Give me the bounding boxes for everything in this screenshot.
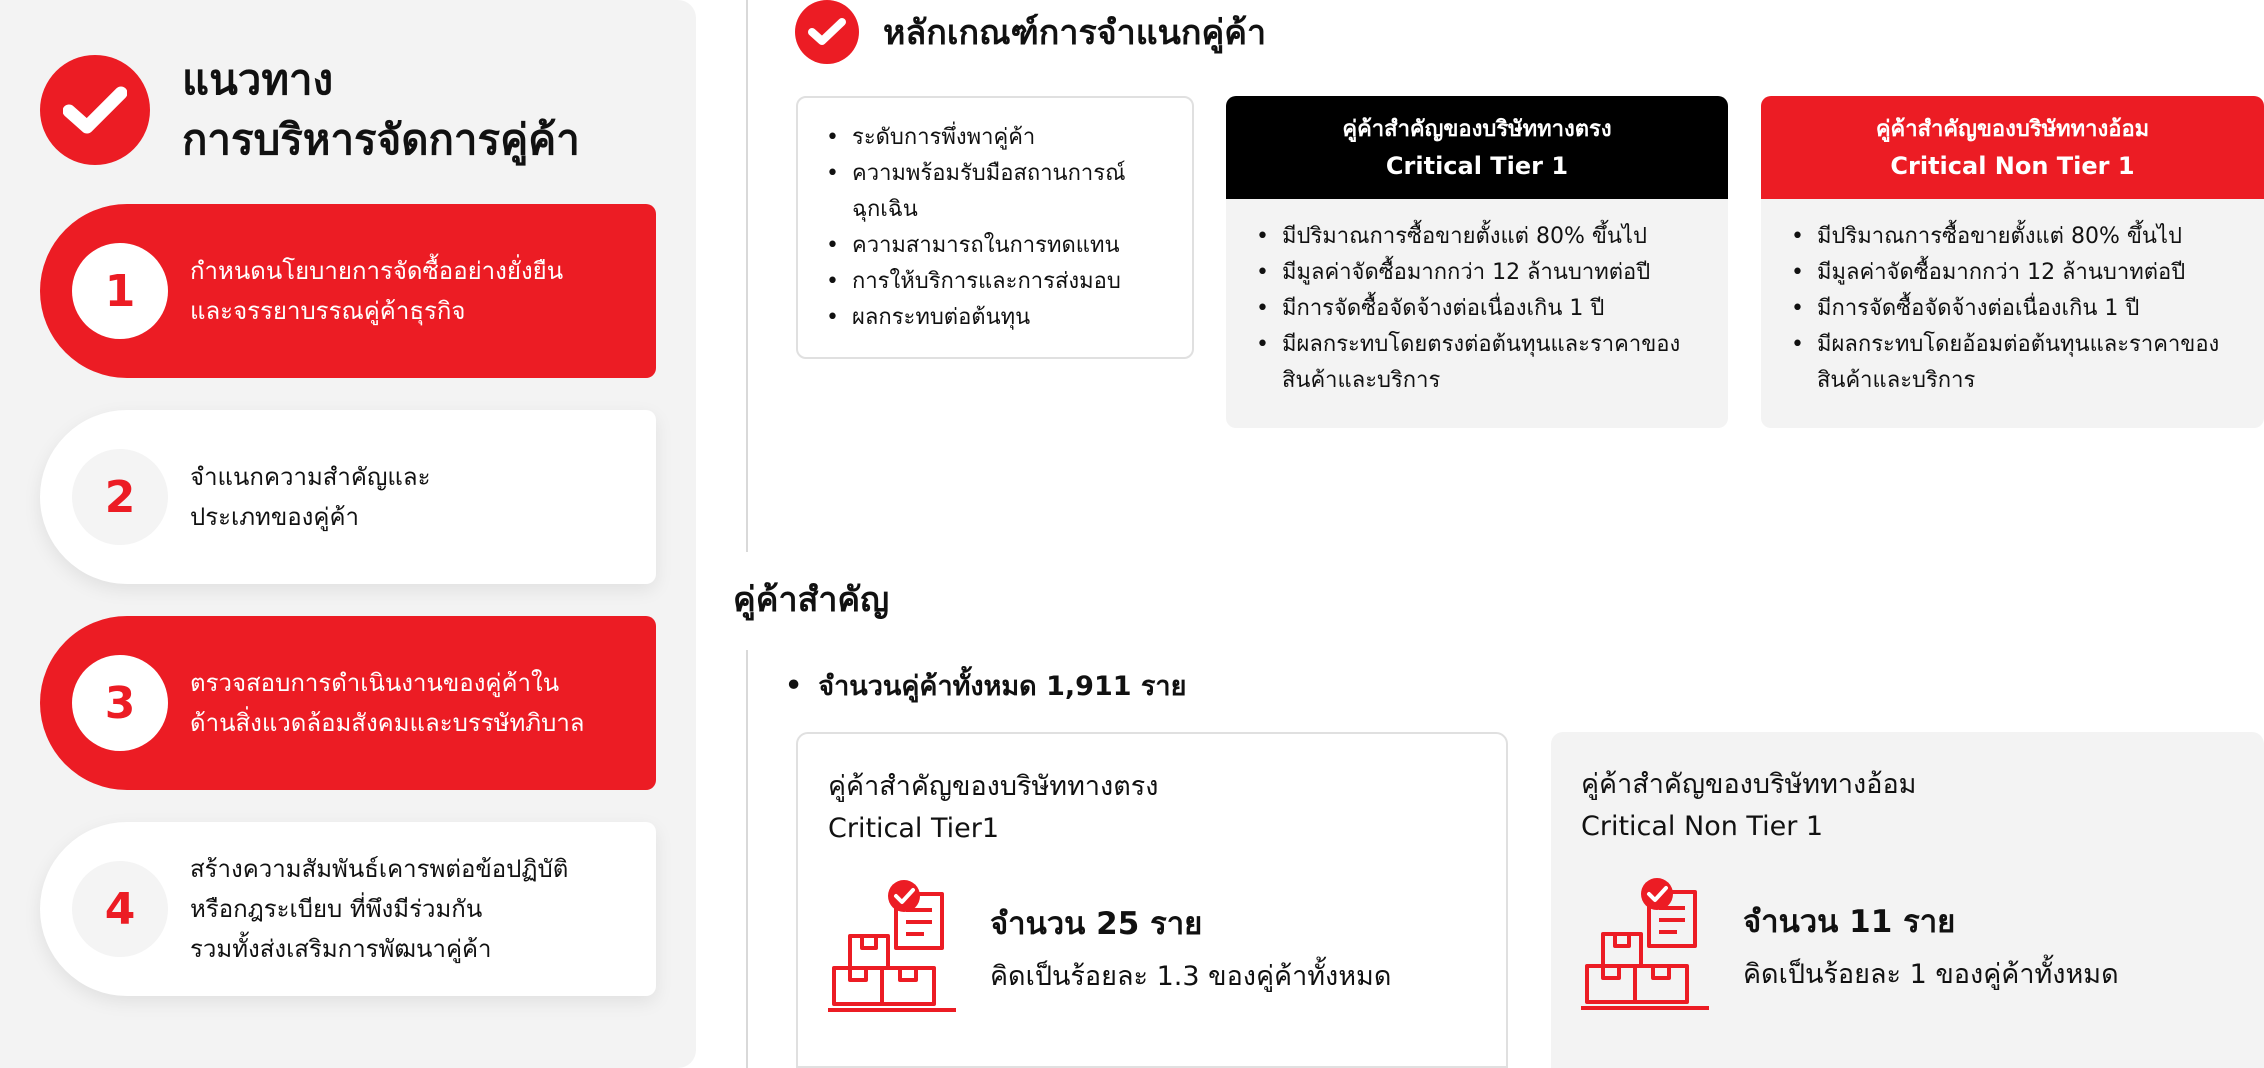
count-value: จำนวน 11 ราย: [1743, 904, 1956, 940]
step-number: 3: [72, 655, 168, 751]
step-3: [40, 616, 656, 790]
non-tier1-count-card: [1551, 732, 2264, 1068]
step-text-line: ตรวจสอบการดำเนินงานของคู่ค้าใน: [190, 669, 560, 697]
non-tier1-card: [1761, 96, 2264, 428]
criteria-list-box: [796, 96, 1194, 359]
boxes-checklist-icon: [1581, 878, 1709, 1012]
non-tier1-head-en: Critical Non Tier 1: [1890, 151, 2135, 180]
list-item: • ความพร้อมรับมือสถานการณ์ฉุกเฉิน: [826, 156, 1172, 228]
divider-bottom: [746, 650, 748, 1068]
criteria-title: หลักเกณฑ์การจำแนกคู่ค้า: [883, 13, 1267, 53]
non-tier1-head-th: คู่ค้าสำคัญของบริษัททางอ้อม: [1875, 116, 2150, 142]
step-number: 1: [72, 243, 168, 339]
boxes-checklist-icon: [828, 880, 956, 1014]
step-number: 2: [72, 449, 168, 545]
count-description: คิดเป็นร้อยละ 1.3 ของคู่ค้าทั้งหมด: [990, 961, 1392, 992]
step-text-line: สร้างความสัมพันธ์เคารพต่อข้อปฏิบัติ: [190, 855, 569, 883]
bullet-dot: •: [785, 670, 803, 701]
title-line-1: แนวทาง: [182, 55, 334, 104]
tier1-header: [1226, 96, 1728, 199]
list-item: • ผลกระทบต่อต้นทุน: [826, 300, 1172, 336]
step-4: [40, 822, 656, 996]
list-item: • ระดับการพึ่งพาคู่ค้า: [826, 120, 1172, 156]
card-title: [1581, 764, 1916, 848]
non-tier1-list: [1791, 219, 2244, 399]
list-item: • มีผลกระทบโดยตรงต่อต้นทุนและราคาของสินค้าและบริการ: [1256, 327, 1708, 399]
card-title-th: คู่ค้าสำคัญของบริษัททางอ้อม: [1581, 769, 1917, 800]
step-text-line: กำหนดนโยบายการจัดซื้ออย่างยั่งยืน: [190, 257, 564, 285]
count-description: คิดเป็นร้อยละ 1 ของคู่ค้าทั้งหมด: [1743, 959, 2119, 990]
title-line-2: การบริหารจัดการคู่ค้า: [182, 115, 580, 164]
list-item: • มีมูลค่าจัดซื้อมากกว่า 12 ล้านบาทต่อปี: [1256, 255, 1708, 291]
card-title: [828, 766, 1158, 850]
total-partners: [785, 664, 1186, 707]
step-text-line: รวมทั้งส่งเสริมการพัฒนาคู่ค้า: [190, 935, 492, 963]
step-number: 4: [72, 861, 168, 957]
tier1-count-card: [796, 732, 1508, 1068]
step-text: [190, 849, 568, 969]
left-panel: [0, 0, 696, 1068]
step-text-line: จำแนกความสำคัญและ: [190, 463, 431, 491]
card-title-en: Critical Tier1: [828, 813, 1000, 844]
non-tier1-body: [1761, 199, 2264, 399]
criteria-list: [826, 120, 1172, 336]
total-partners-text: จำนวนคู่ค้าทั้งหมด 1,911 ราย: [818, 671, 1187, 702]
page-title: [182, 50, 580, 170]
step-text-line: และจรรยาบรรณคู่ค้าธุรกิจ: [190, 297, 466, 325]
non-tier1-header: [1761, 96, 2264, 199]
key-partners-title: คู่ค้าสำคัญ: [733, 580, 890, 620]
step-text: [190, 457, 430, 537]
list-item: • มีปริมาณการซื้อขายตั้งแต่ 80% ขึ้นไป: [1791, 219, 2244, 255]
card-title-th: คู่ค้าสำคัญของบริษัททางตรง: [828, 771, 1159, 802]
step-text: [190, 251, 563, 331]
count-value: จำนวน 25 ราย: [990, 906, 1203, 942]
step-text-line: หรือกฎระเบียบ ที่พึงมีร่วมกัน: [190, 895, 483, 923]
list-item: • มีการจัดซื้อจัดจ้างต่อเนื่องเกิน 1 ปี: [1791, 291, 2244, 327]
step-text-line: ด้านสิ่งแวดล้อมสังคมและบรรษัทภิบาล: [190, 709, 585, 737]
list-item: • ความสามารถในการทดแทน: [826, 228, 1172, 264]
step-text-line: ประเภทของคู่ค้า: [190, 503, 359, 531]
step-2: [40, 410, 656, 584]
tier1-list: [1256, 219, 1708, 399]
tier1-head-en: Critical Tier 1: [1385, 151, 1569, 180]
criteria-header: [795, 0, 1266, 64]
left-header: [40, 50, 580, 170]
list-item: • มีผลกระทบโดยอ้อมต่อต้นทุนและราคาของสินค้าและบริการ: [1791, 327, 2244, 399]
check-circle-icon: [795, 0, 859, 64]
tier1-body: [1226, 199, 1728, 399]
card-title-en: Critical Non Tier 1: [1581, 811, 1824, 842]
step-text: [190, 663, 585, 743]
divider-top: [746, 0, 748, 552]
tier1-card: [1226, 96, 1728, 428]
list-item: • มีการจัดซื้อจัดจ้างต่อเนื่องเกิน 1 ปี: [1256, 291, 1708, 327]
check-circle-icon: [40, 55, 150, 165]
list-item: • มีมูลค่าจัดซื้อมากกว่า 12 ล้านบาทต่อปี: [1791, 255, 2244, 291]
step-1: [40, 204, 656, 378]
tier1-head-th: คู่ค้าสำคัญของบริษัททางตรง: [1342, 116, 1612, 142]
list-item: • การให้บริการและการส่งมอบ: [826, 264, 1172, 300]
list-item: • มีปริมาณการซื้อขายตั้งแต่ 80% ขึ้นไป: [1256, 219, 1708, 255]
